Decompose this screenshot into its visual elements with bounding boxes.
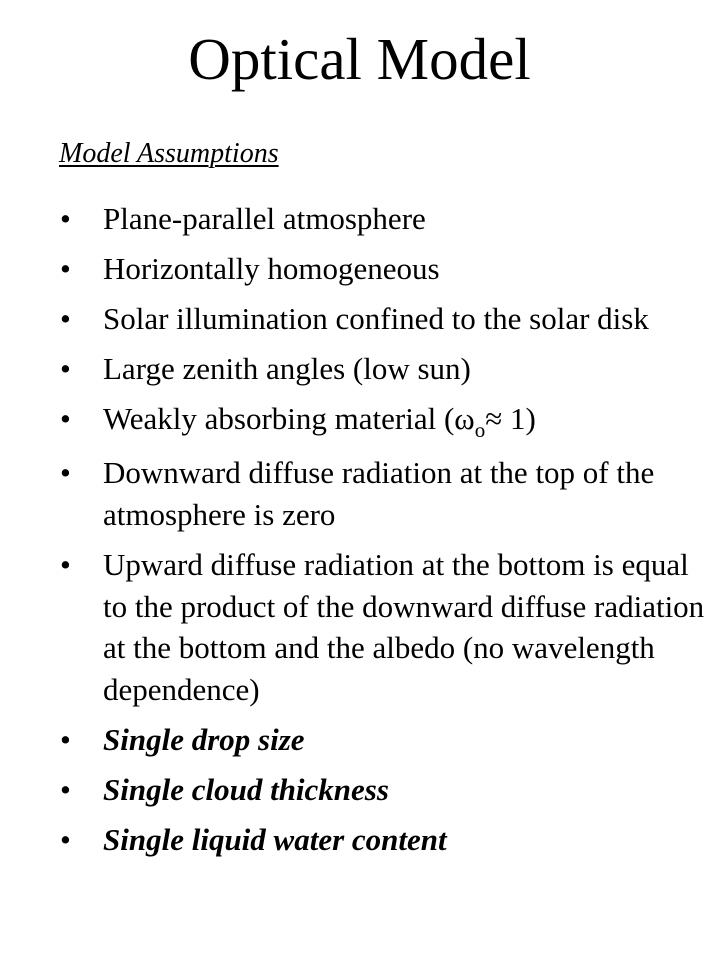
bullet-icon: • <box>60 351 71 387</box>
bullet-icon: • <box>60 771 71 807</box>
list-item <box>60 198 715 240</box>
list-item-text: Single cloud thickness <box>103 771 389 807</box>
bullet-icon: • <box>60 251 71 287</box>
bullet-icon: • <box>60 721 71 757</box>
list-item <box>60 452 715 535</box>
list-item-text: Upward diffuse radiation at the bottom is equal to the product of the downward diffuse radiation at the bottom and the albedo (no wavelength dependence) <box>103 547 705 707</box>
list-item-text <box>103 401 536 443</box>
bullet-icon: • <box>60 821 71 857</box>
list-item <box>60 544 715 710</box>
list-item-text: Single drop size <box>103 721 305 757</box>
bullet-icon: • <box>60 201 71 236</box>
list-item-text: Large zenith angles (low sun) <box>103 351 471 387</box>
text-after-subscript: ≈ 1) <box>485 401 536 437</box>
subscript: o <box>474 418 486 443</box>
list-item-text: Downward diffuse radiation at the top of the atmosphere is zero <box>103 455 655 532</box>
bullet-icon: • <box>60 301 71 337</box>
list-item <box>60 348 715 390</box>
text-before-subscript: Weakly absorbing material (ω <box>103 401 475 437</box>
assumptions-list <box>60 198 715 869</box>
list-item-text: Plane-parallel atmosphere <box>103 201 426 236</box>
bullet-icon: • <box>60 547 71 583</box>
bullet-icon: • <box>60 455 71 491</box>
bullet-icon: • <box>60 401 71 437</box>
list-item <box>60 398 715 444</box>
list-item <box>60 819 715 861</box>
list-item <box>60 719 715 761</box>
list-item-text: Solar illumination confined to the solar disk <box>103 301 649 337</box>
list-item <box>60 769 715 811</box>
section-heading: Model Assumptions <box>59 138 279 169</box>
page-title: Optical Model <box>188 26 531 92</box>
list-item-text: Horizontally homogeneous <box>103 251 440 287</box>
list-item <box>60 248 715 290</box>
list-item <box>60 298 715 340</box>
list-item-text: Single liquid water content <box>103 821 447 857</box>
